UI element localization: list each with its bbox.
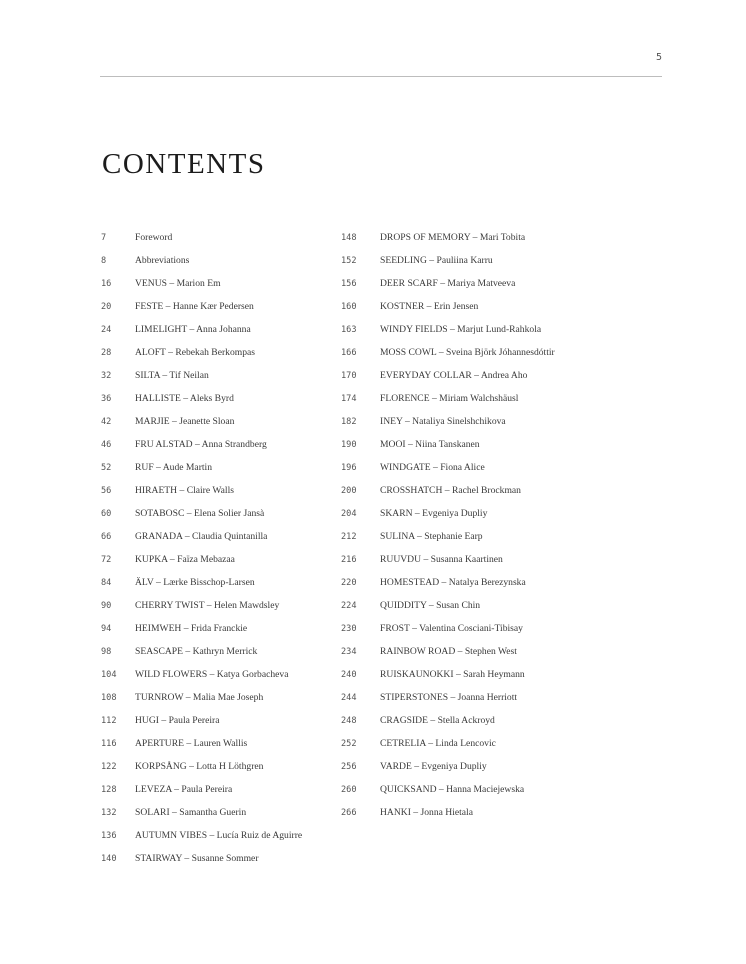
toc-page-number: 116 — [101, 738, 117, 749]
toc-entry-title: ALOFT – Rebekah Berkompas — [135, 347, 255, 358]
toc-entry — [101, 594, 336, 617]
toc-page-number: 266 — [341, 807, 357, 818]
toc-entry-title: TURNROW – Malia Mae Joseph — [135, 692, 264, 703]
toc-entry — [101, 755, 336, 778]
toc-entry-title: WINDY FIELDS – Marjut Lund-Rahkola — [380, 324, 542, 335]
toc-page-number: 152 — [341, 255, 357, 266]
toc-entry-title: EVERYDAY COLLAR – Andrea Aho — [380, 370, 528, 381]
toc-page-number: 16 — [101, 278, 112, 289]
toc-entry — [101, 479, 336, 502]
toc-entry — [341, 295, 671, 318]
toc-page-number: 136 — [101, 830, 117, 841]
toc-entry — [101, 778, 336, 801]
toc-page-number: 234 — [341, 646, 357, 657]
toc-entry — [101, 502, 336, 525]
toc-entry-title: HANKI – Jonna Hietala — [380, 807, 473, 818]
toc-entry — [101, 847, 336, 870]
toc-entry-title: SEEDLING – Pauliina Karru — [380, 255, 493, 266]
toc-page-number: 46 — [101, 439, 112, 450]
toc-page-number: 98 — [101, 646, 112, 657]
toc-entry-title: QUICKSAND – Hanna Maciejewska — [380, 784, 525, 795]
toc-page-number: 163 — [341, 324, 357, 335]
toc-page-number: 56 — [101, 485, 112, 496]
toc-entry-title: INEY – Nataliya Sinelshchikova — [380, 416, 506, 427]
toc-entry-title: KORPSÅNG – Lotta H Löthgren — [135, 761, 264, 772]
toc-entry-title: DEER SCARF – Mariya Matveeva — [380, 278, 516, 289]
page-title: CONTENTS — [102, 148, 266, 180]
toc-entry — [101, 387, 336, 410]
toc-page-number: 84 — [101, 577, 112, 588]
toc-entry — [101, 433, 336, 456]
toc-entry — [101, 640, 336, 663]
toc-entry — [101, 709, 336, 732]
toc-entry — [101, 663, 336, 686]
toc-entry — [341, 778, 671, 801]
toc-entry — [341, 272, 671, 295]
toc-entry-title: HOMESTEAD – Natalya Berezynska — [380, 577, 526, 588]
toc-page-number: 212 — [341, 531, 357, 542]
toc-entry — [341, 732, 671, 755]
toc-page-number: 244 — [341, 692, 357, 703]
toc-entry-title: DROPS OF MEMORY – Mari Tobita — [380, 232, 526, 243]
toc-entry-title: APERTURE – Lauren Wallis — [135, 738, 248, 749]
toc-entry-title: FLORENCE – Miriam Walchshäusl — [380, 393, 519, 404]
toc-entry-title: WILD FLOWERS – Katya Gorbacheva — [135, 669, 289, 680]
toc-page-number: 204 — [341, 508, 357, 519]
toc-entry — [101, 548, 336, 571]
toc-entry-title: AUTUMN VIBES – Lucía Ruiz de Aguirre — [135, 830, 303, 841]
toc-entry — [341, 617, 671, 640]
toc-entry-title: CETRELIA – Linda Lencovic — [380, 738, 496, 749]
toc-entry — [101, 456, 336, 479]
toc-entry-title: FESTE – Hanne Kær Pedersen — [135, 301, 254, 312]
toc-page-number: 128 — [101, 784, 117, 795]
toc-entry-title: RUISKAUNOKKI – Sarah Heymann — [380, 669, 525, 680]
toc-entry — [101, 226, 336, 249]
toc-entry-title: GRANADA – Claudia Quintanilla — [135, 531, 268, 542]
toc-page-number: 42 — [101, 416, 112, 427]
toc-page-number: 72 — [101, 554, 112, 565]
toc-entry-title: SEASCAPE – Kathryn Merrick — [135, 646, 258, 657]
toc-entry-title: MOOI – Niina Tanskanen — [380, 439, 480, 450]
toc-entry — [101, 272, 336, 295]
toc-page-number: 7 — [101, 232, 107, 243]
toc-entry — [341, 318, 671, 341]
toc-page-number: 160 — [341, 301, 357, 312]
toc-page-number: 140 — [101, 853, 117, 864]
toc-entry-title: VENUS – Marion Em — [135, 278, 221, 289]
toc-page-number: 182 — [341, 416, 357, 427]
toc-entry — [101, 341, 336, 364]
toc-entry — [101, 249, 336, 272]
toc-entry-title: Foreword — [135, 232, 173, 243]
toc-page-number: 200 — [341, 485, 357, 496]
toc-entry-title: FRU ALSTAD – Anna Strandberg — [135, 439, 267, 450]
toc-entry — [341, 502, 671, 525]
toc-entry — [341, 364, 671, 387]
toc-entry — [341, 433, 671, 456]
toc-entry-title: WINDGATE – Fiona Alice — [380, 462, 485, 473]
toc-entry-title: HEIMWEH – Frida Franckie — [135, 623, 248, 634]
toc-page-number: 108 — [101, 692, 117, 703]
toc-page-number: 60 — [101, 508, 112, 519]
toc-entry-title: SOLARI – Samantha Guerin — [135, 807, 247, 818]
toc-entry-title: CHERRY TWIST – Helen Mawdsley — [135, 600, 280, 611]
toc-entry-title: HALLISTE – Aleks Byrd — [135, 393, 234, 404]
toc-entry-title: HUGI – Paula Pereira — [135, 715, 220, 726]
toc-entry — [341, 341, 671, 364]
toc-page-number: 122 — [101, 761, 117, 772]
toc-page-number: 24 — [101, 324, 112, 335]
toc-page-number: 28 — [101, 347, 112, 358]
toc-left-column — [101, 226, 336, 870]
toc-page-number: 66 — [101, 531, 112, 542]
toc-page-number: 260 — [341, 784, 357, 795]
toc-page-number: 166 — [341, 347, 357, 358]
toc-entry-title: STIPERSTONES – Joanna Herriott — [380, 692, 518, 703]
toc-page-number: 156 — [341, 278, 357, 289]
toc-entry — [101, 617, 336, 640]
toc-entry — [101, 364, 336, 387]
toc-entry-title: SOTABOSC – Elena Solier Jansà — [135, 508, 265, 519]
toc-page-number: 8 — [101, 255, 107, 266]
toc-entry-title: CRAGSIDE – Stella Ackroyd — [380, 715, 495, 726]
toc-entry-title: HIRAETH – Claire Walls — [135, 485, 234, 496]
toc-entry — [341, 663, 671, 686]
toc-entry-title: RAINBOW ROAD – Stephen West — [380, 646, 517, 657]
toc-entry — [341, 387, 671, 410]
toc-page-number: 170 — [341, 370, 357, 381]
toc-entry-title: VARDE – Evgeniya Dupliy — [380, 761, 487, 772]
toc-page-number: 240 — [341, 669, 357, 680]
toc-page-number: 36 — [101, 393, 112, 404]
toc-entry — [101, 525, 336, 548]
toc-right-column — [341, 226, 671, 824]
toc-page-number: 32 — [101, 370, 112, 381]
toc-page-number: 90 — [101, 600, 112, 611]
toc-entry-title: SKARN – Evgeniya Dupliy — [380, 508, 488, 519]
toc-entry-title: MARJIE – Jeanette Sloan — [135, 416, 235, 427]
toc-page-number: 174 — [341, 393, 357, 404]
toc-entry — [101, 801, 336, 824]
toc-entry — [101, 295, 336, 318]
toc-entry-title: CROSSHATCH – Rachel Brockman — [380, 485, 521, 496]
toc-entry-title: KUPKA – Faïza Mebazaa — [135, 554, 235, 565]
toc-page-number: 104 — [101, 669, 117, 680]
toc-page-number: 220 — [341, 577, 357, 588]
toc-entry-title: MOSS COWL – Sveina Björk Jóhannesdóttir — [380, 347, 555, 358]
toc-entry — [341, 755, 671, 778]
toc-entry — [341, 640, 671, 663]
toc-page-number: 216 — [341, 554, 357, 565]
header-rule — [100, 76, 662, 77]
page-number: 5 — [655, 52, 662, 63]
toc-entry — [341, 525, 671, 548]
toc-entry — [341, 709, 671, 732]
toc-entry — [341, 548, 671, 571]
toc-entry-title: Abbreviations — [135, 255, 190, 266]
toc-entry — [101, 318, 336, 341]
toc-page-number: 190 — [341, 439, 357, 450]
toc-entry — [341, 226, 671, 249]
toc-entry — [101, 732, 336, 755]
toc-entry-title: LEVEZA – Paula Pereira — [135, 784, 233, 795]
toc-entry-title: SULINA – Stephanie Earp — [380, 531, 483, 542]
toc-entry-title: RUUVDU – Susanna Kaartinen — [380, 554, 503, 565]
toc-entry — [341, 249, 671, 272]
toc-entry — [101, 686, 336, 709]
toc-page-number: 94 — [101, 623, 112, 634]
toc-entry — [341, 686, 671, 709]
toc-entry-title: ÄLV – Lærke Bisschop-Larsen — [135, 577, 255, 588]
toc-entry-title: KOSTNER – Erin Jensen — [380, 301, 479, 312]
toc-page-number: 252 — [341, 738, 357, 749]
toc-entry — [341, 479, 671, 502]
toc-entry — [101, 571, 336, 594]
toc-entry — [341, 571, 671, 594]
toc-entry — [101, 824, 336, 847]
toc-page-number: 224 — [341, 600, 357, 611]
toc-entry-title: STAIRWAY – Susanne Sommer — [135, 853, 259, 864]
toc-entry — [341, 594, 671, 617]
toc-entry-title: LIMELIGHT – Anna Johanna — [135, 324, 251, 335]
toc-entry-title: RUF – Aude Martin — [135, 462, 213, 473]
toc-entry-title: FROST – Valentina Cosciani-Tibisay — [380, 623, 523, 634]
toc-page-number: 248 — [341, 715, 357, 726]
toc-page-number: 112 — [101, 715, 117, 726]
toc-entry — [341, 410, 671, 433]
toc-entry-title: SILTA – Tif Neilan — [135, 370, 209, 381]
toc-page-number: 230 — [341, 623, 357, 634]
toc-page-number: 52 — [101, 462, 112, 473]
toc-page-number: 196 — [341, 462, 357, 473]
toc-page-number: 20 — [101, 301, 112, 312]
toc-page-number: 256 — [341, 761, 357, 772]
toc-entry — [341, 456, 671, 479]
toc-entry-title: QUIDDITY – Susan Chin — [380, 600, 481, 611]
toc-entry — [101, 410, 336, 433]
toc-page-number: 148 — [341, 232, 357, 243]
toc-entry — [341, 801, 671, 824]
toc-page-number: 132 — [101, 807, 117, 818]
